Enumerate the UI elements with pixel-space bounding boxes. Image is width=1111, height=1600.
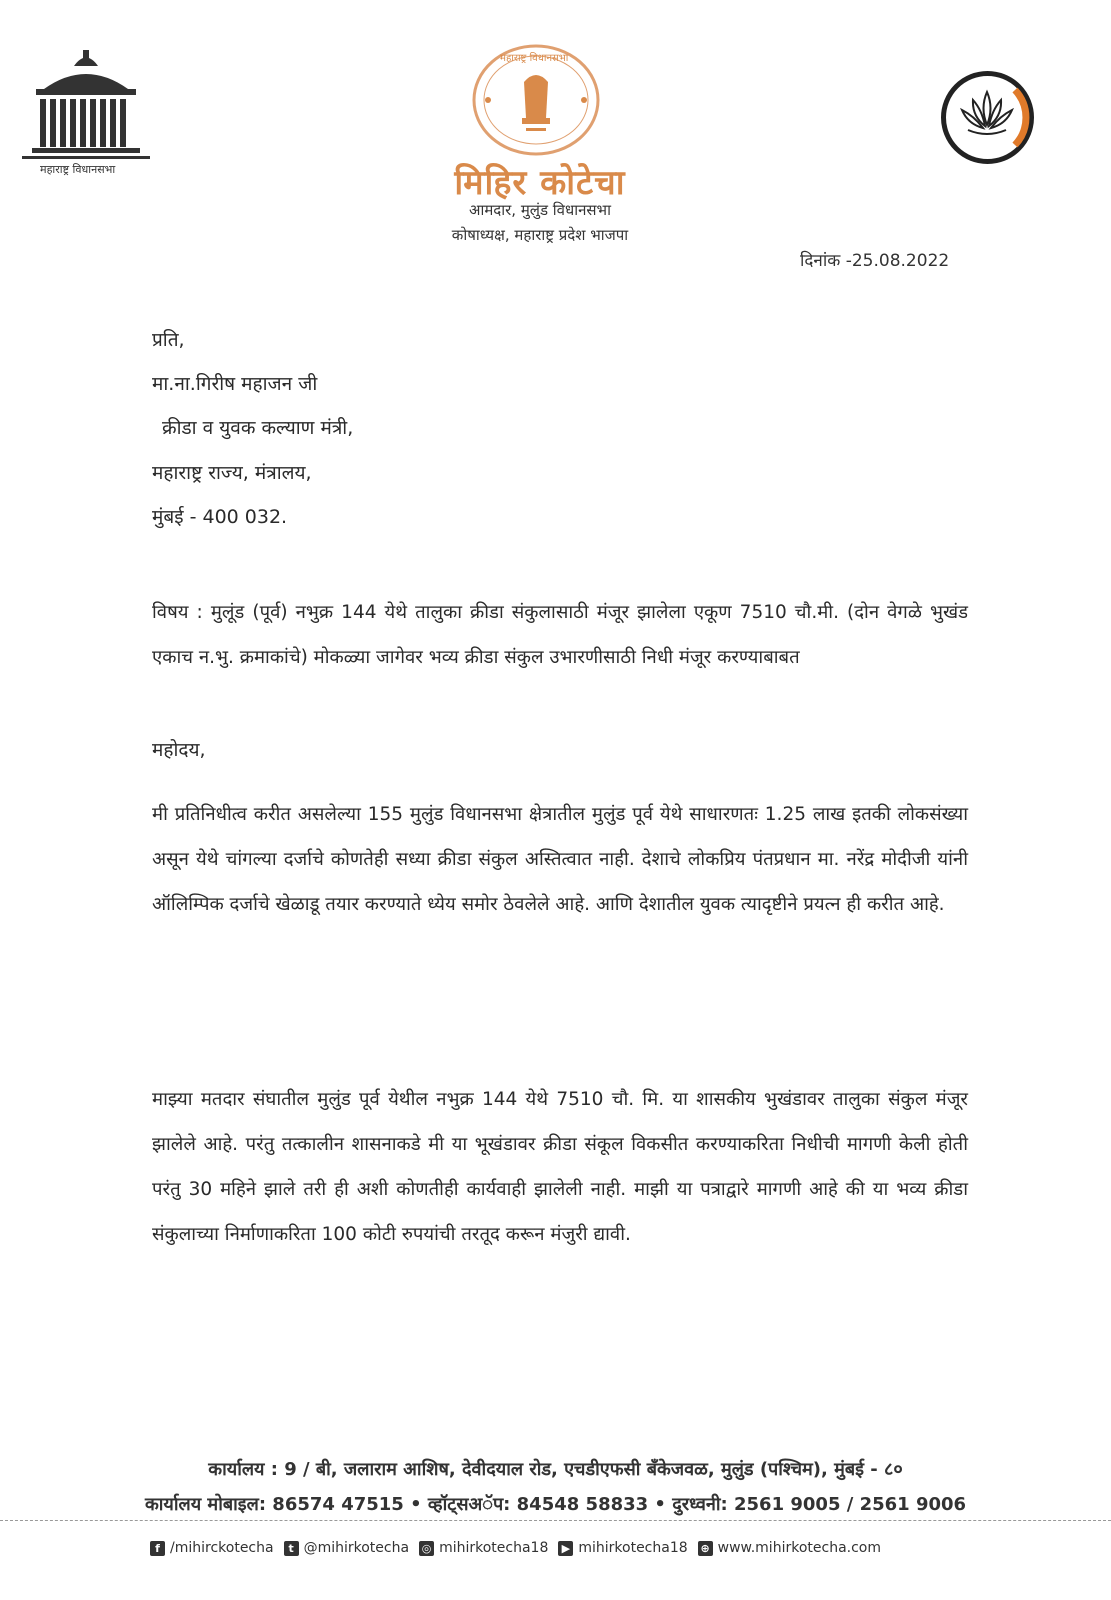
footer-divider [0, 1520, 1111, 1521]
paragraph-1: मी प्रतिनिधीत्व करीत असलेल्या 155 मुलुंड विधानसभा क्षेत्रातील मुलुंड पूर्व येथे साधारणतः 1.25 लाख इतकी लोकसंख्या असून येथे चांगल्या दर्जाचे कोणतेही सध्या क्रीडा संकुल अस्तित्वात नाही. देशाचे लोकप्रिय पंतप्रधान मा. नरेंद्र मोदीजी यांनी ऑलिम्पिक दर्जाचे खेळाडू तयार करण्याते ध्येय समोर ठेवलेले आहे. आणि देशातील युवक त्यादृष्टीने प्रयत्न ही करीत आहे. [152, 804, 968, 915]
social-twitter[interactable] [284, 1540, 409, 1556]
social-label: /mihirckotecha [170, 1540, 274, 1556]
social-youtube[interactable] [558, 1540, 687, 1556]
addressee-line-5: मुंबई - 400 032. [152, 506, 288, 528]
instagram-icon: ◎ [419, 1541, 434, 1556]
social-label: mihirkotecha18 [578, 1540, 688, 1556]
social-label: www.mihirkotecha.com [717, 1540, 881, 1556]
sender-designation-2: कोषाध्यक्ष, महाराष्ट्र प्रदेश भाजपा [451, 226, 629, 244]
emblem-ring-text: महाराष्ट्र विधानसभा [500, 53, 569, 64]
social-website[interactable] [698, 1540, 881, 1556]
social-label: mihirkotecha18 [439, 1540, 549, 1556]
office-address: कार्यालय : 9 / बी, जलाराम आशिष, देवीदयाल रोड, एचडीएफसी बँकेजवळ, मुलुंड (पश्चिम), मुंबई - ८० [208, 1459, 903, 1480]
social-instagram[interactable] [419, 1540, 548, 1556]
bjp-lotus-logo [940, 70, 1035, 165]
subject: विषय : मुलूंड (पूर्व) नभुक्र 144 येथे तालुका क्रीडा संकुलासाठी मंजूर झालेला एकूण 7510 चौ.मी. (दोन वेगळे भुखंड एकाच न.भु. क्रमाकांचे) मोकळ्या जागेवर भव्य क्रीडा संकुल उभारणीसाठी निधी मंजूर करण्याबाबत [152, 602, 968, 668]
vidhan-bhavan-logo [14, 44, 159, 179]
youtube-icon: ▶ [558, 1541, 573, 1556]
paragraph-2: माझ्या मतदार संघातील मुलुंड पूर्व येथील नभुक्र 144 येथे 7510 चौ. मि. या शासकीय भुखंडावर तालुका संकुल मंजूर झालेले आहे. परंतु तत्कालीन शासनाकडे मी या भूखंडावर क्रीडा संकूल विकसीत करण्याकरिता निधीची मागणी केली होती परंतु 30 महिने झाले तरी ही अशी कोणतीही कार्यवाही झालेली नाही. माझी या पत्राद्वारे मागणी आहे की या भव्य क्रीडा संकुलाच्या निर्माणाकरिता 100 कोटी रुपयांची तरतूद करून मंजुरी द्यावी. [152, 1089, 968, 1245]
contact-numbers: कार्यालय मोबाइल: 86574 47515 • व्हॉट्सअॅप: 84548 58833 • दुरध्वनी: 2561 9005 / 2561 9006 [144, 1494, 967, 1515]
social-facebook[interactable] [150, 1540, 274, 1556]
twitter-icon: t [284, 1541, 299, 1556]
sender-name: मिहिर कोटेचा [454, 163, 626, 203]
addressee-line-3: क्रीडा व युवक कल्याण मंत्री, [162, 417, 354, 439]
letter-date: दिनांक -25.08.2022 [800, 251, 950, 271]
facebook-icon: f [150, 1541, 165, 1556]
social-label: @mihirkotecha [303, 1540, 410, 1556]
addressee-line-2: मा.ना.गिरीष महाजन जी [152, 373, 318, 395]
sender-designation-1: आमदार, मुलुंड विधानसभा [469, 201, 611, 219]
social-links [150, 1540, 970, 1556]
website-icon: ⊕ [698, 1541, 713, 1556]
addressee-line-4: महाराष्ट्र राज्य, मंत्रालय, [152, 462, 312, 484]
vidhan-caption: महाराष्ट्र विधानसभा [40, 163, 116, 176]
addressee-line-1: प्रति, [152, 329, 185, 351]
salutation: महोदय, [152, 739, 206, 761]
